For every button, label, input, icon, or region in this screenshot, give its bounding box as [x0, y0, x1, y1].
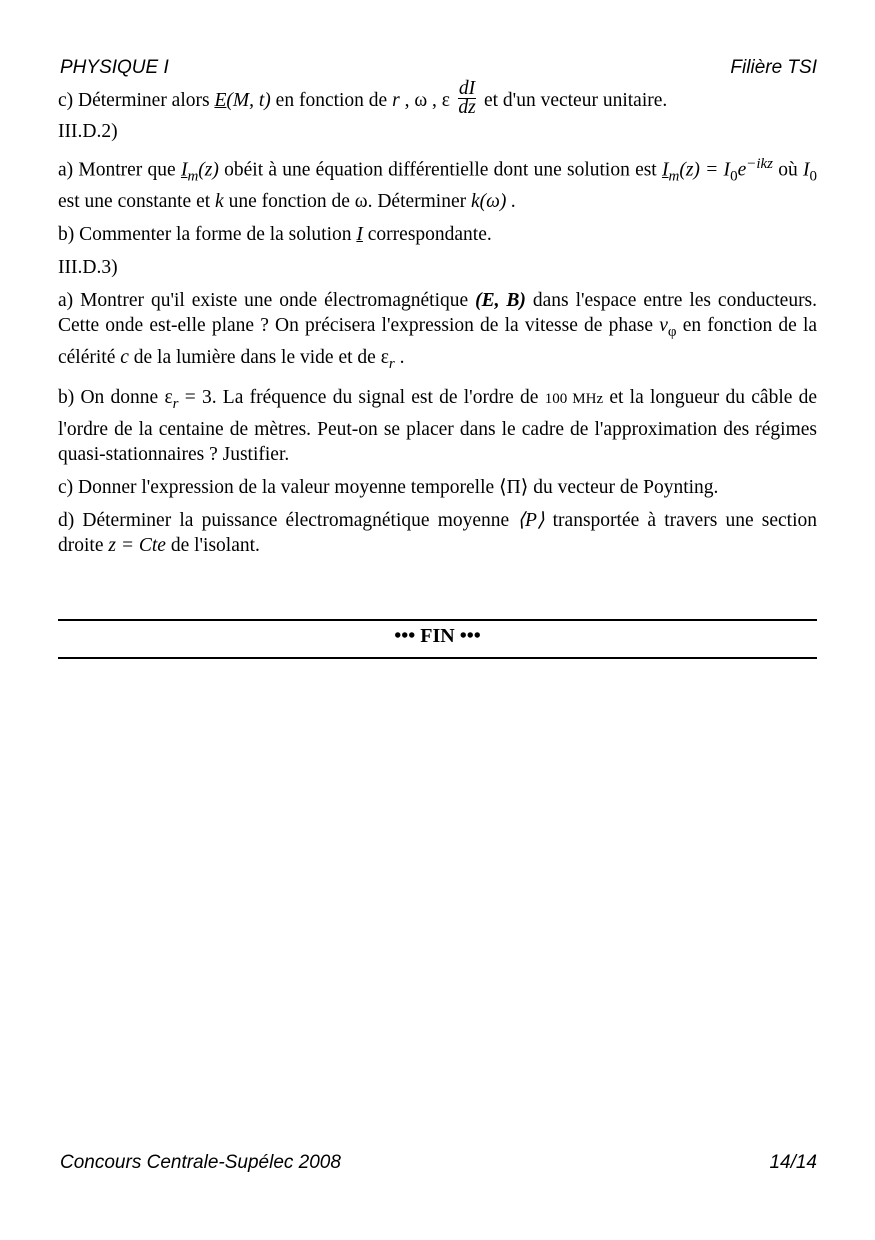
top-divider: [58, 619, 817, 621]
footer-page-number: 14/14: [769, 1152, 817, 1173]
fraction-dI-dz: $\frac{dI}{dz}$: [458, 78, 476, 118]
question-d3d: d) Déterminer la puissance électromagnétique moyenne ⟨P⟩ transportée à travers une section droite z = Cte de l'isolant.: [58, 510, 817, 557]
section-III-D-2: III.D.2): [58, 121, 118, 142]
math-E: E: [214, 89, 227, 111]
header-track: Filière TSI: [730, 57, 817, 78]
footer-contest: Concours Centrale-Supélec 2008: [60, 1152, 341, 1173]
exam-content: [58, 78, 818, 566]
question-d3b: b) On donne $\varepsilon_r = 3$. La fréquence du signal est de l'ordre de 100 MHz et la longueur du câble de l'ordre de la centaine de mètres. Peut-on se placer dans le cadre de l'approximation des régimes quasi-stationnaires ? Justifier.: [58, 387, 818, 466]
end-mark: ••• FIN •••: [394, 625, 481, 647]
question-d3c: c) Donner l'expression de la valeur moyenne temporelle ⟨Π⟩ du vecteur de Poynting.: [58, 477, 719, 499]
question-d3a: a) Montrer qu'il existe une onde électromagnétique (E, B) dans l'espace entre les conducteurs. Cette onde est-elle plane ? On précisera l'expression de la vitesse de phase $v_\varphi$ en fonction de la célérité c de la lumière dans le vide et de $\varepsilon_r$ .: [58, 290, 818, 373]
section-III-D-3: III.D.3): [58, 257, 118, 279]
question-c: c) Déterminer alors E(M, t) en fonction de r , ω , ε $\frac{dI}{dz}$ et d'un vecteur unitaire.: [58, 78, 668, 118]
question-d2a: a) Montrer que $I_m(z)$ obéit à une équation différentielle dont une solution est $I_m(z) = I_0e^{-ikz}$ où $I_0$ est une constante et k une fonction de ω. Déterminer k(ω) .: [58, 156, 818, 213]
bottom-divider: [58, 657, 817, 659]
question-d2b: b) Commenter la forme de la solution I correspondante.: [58, 224, 492, 246]
header-subject: PHYSIQUE I: [60, 57, 169, 78]
